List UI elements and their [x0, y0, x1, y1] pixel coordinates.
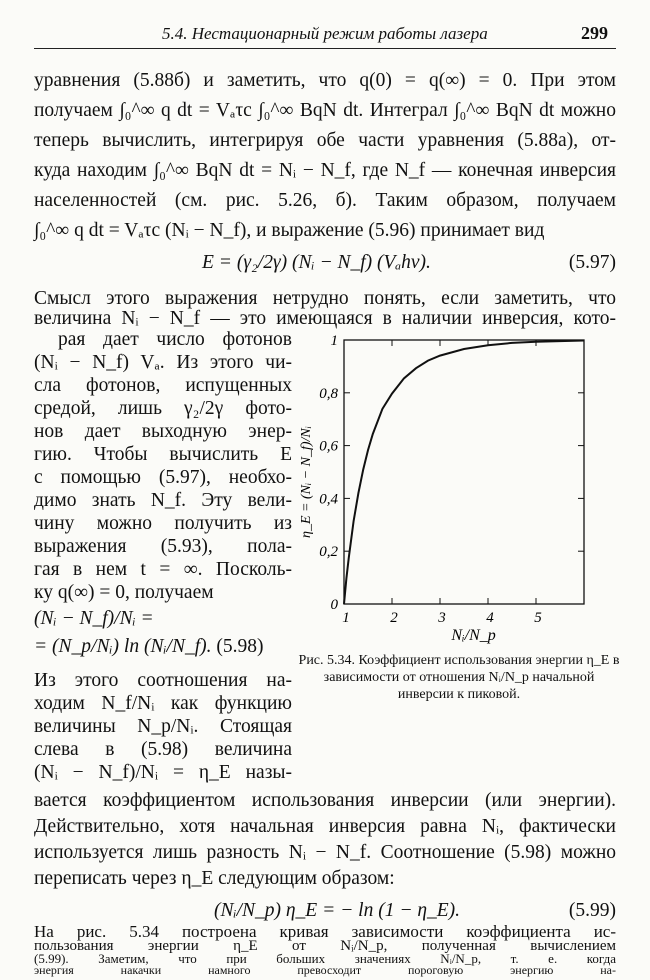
- x-tick-label: 5: [534, 610, 542, 626]
- text-line: нов дает выходную энер-: [34, 421, 292, 442]
- text-line: величина Nᵢ − N_f — это имеющаяся в наличии инверсия, кото-: [34, 308, 616, 329]
- y-tick-label: 0,6: [319, 438, 338, 455]
- text-line: Смысл этого выражения нетрудно понять, если заметить, что: [34, 288, 616, 309]
- text-line: средой, лишь γ₂/2γ фото-: [34, 398, 292, 419]
- text-line: теперь вычислить, интегрируя обе части уравнения (5.88а), от-: [34, 130, 616, 151]
- equation-5-97: E = (γ₂/2γ) (Nᵢ − N_f) (Vₐhν).: [202, 252, 431, 273]
- equation-number: (5.99): [568, 900, 616, 921]
- text-line: Действительно, хотя начальная инверсия равна Nᵢ, фактически: [34, 816, 616, 837]
- x-axis-label: Nᵢ/N_p: [451, 627, 496, 644]
- text-line: (Nᵢ − N_f) Vₐ. Из этого чи-: [34, 352, 292, 373]
- text-line: вается коэффициентом использования инверсии (или энергии).: [34, 790, 616, 811]
- equation-number: (5.98): [216, 636, 264, 657]
- text-line: димо знать N_f. Эту вели-: [34, 490, 292, 511]
- text-line: энергия накачки намного превосходит пороговую энергию на-: [34, 963, 616, 977]
- page-number: 299: [581, 23, 608, 43]
- text-line: с помощью (5.97), необхо-: [34, 467, 292, 488]
- text-line: Из этого соотношения на-: [34, 670, 292, 691]
- text-line: слева в (5.98) величина: [34, 739, 292, 760]
- text-line: населенностей (см. рис. 5.26, б). Таким образом, получаем: [34, 190, 616, 211]
- text-line: [34, 968, 616, 969]
- equation-number: (5.97): [568, 252, 616, 273]
- x-tick-label: 3: [438, 610, 446, 626]
- plot-frame: [344, 340, 584, 604]
- equation-5-98-formula: = (N_p/Nᵢ) ln (Nᵢ/N_f).: [34, 636, 212, 657]
- equation-5-99: (Nᵢ/N_p) η_E = − ln (1 − η_E).: [214, 900, 461, 921]
- series-line-eta-e: [344, 341, 584, 605]
- page-header: [34, 22, 616, 49]
- text-line: ∫₀^∞ q dt = Vₐτc (Nᵢ − N_f), и выражение (5.96) принимает вид: [34, 220, 545, 241]
- x-tick-label: 2: [390, 610, 398, 626]
- section-title: 5.4. Нестационарный режим работы лазера: [162, 24, 488, 43]
- y-tick-label: 0,2: [319, 544, 338, 561]
- text-line: выражения (5.93), пола-: [34, 536, 292, 557]
- text-line: рая дает число фотонов: [58, 329, 292, 350]
- text-line: На рис. 5.34 построена кривая зависимости коэффициента ис-: [34, 922, 616, 941]
- y-tick-label: 1: [330, 333, 338, 349]
- text-line: используется лишь разность Nᵢ − N_f. Соотношение (5.98) можно: [34, 842, 616, 863]
- text-line: пользования энергии η_E от Nᵢ/N_p, полученная вычислением: [34, 938, 616, 954]
- text-line: сла фотонов, испущенных: [34, 375, 292, 396]
- x-tick-label: 1: [342, 610, 350, 626]
- text-line: гию. Чтобы вычислить E: [34, 444, 292, 465]
- text-line: ходим N_f/Nᵢ как функцию: [34, 693, 292, 714]
- text-line: (Nᵢ − N_f)/Nᵢ = η_E назы-: [34, 762, 292, 783]
- y-tick-label: 0,8: [319, 385, 338, 402]
- text-line: гая в нем t = ∞. Посколь-: [34, 559, 292, 580]
- figure-5-34-chart: [292, 322, 624, 658]
- text-line: величины N_p/Nᵢ. Стоящая: [34, 716, 292, 737]
- text-line: куда находим ∫₀^∞ BqN dt = Nᵢ − N_f, где N_f — конечная инверсия: [34, 160, 616, 181]
- text-line: (5.99). Заметим, что при больших значениях Nᵢ/N_p, т. е. когда: [34, 951, 616, 966]
- figure-caption: Рис. 5.34. Коэффициент использования энергии η_E в зависимости от отношения Nᵢ/N_p начальной инверсии к пиковой.: [298, 653, 620, 702]
- y-axis-label: η_E = (Nᵢ − N_f)/Nᵢ: [299, 426, 314, 538]
- y-tick-label: 0: [330, 597, 338, 613]
- text-line: получаем ∫₀^∞ q dt = Vₐτc ∫₀^∞ BqN dt. Интеграл ∫₀^∞ BqN dt можно: [34, 100, 616, 121]
- text-line: чину можно получить из: [34, 513, 292, 534]
- y-tick-label: 0,4: [319, 491, 338, 508]
- text-line: переписать через η_E следующим образом:: [34, 868, 395, 889]
- x-tick-label: 4: [486, 610, 494, 626]
- text-line: ку q(∞) = 0, получаем: [34, 582, 214, 603]
- equation-5-98-line2: [34, 634, 292, 660]
- equation-5-98-line1: (Nᵢ − N_f)/Nᵢ =: [34, 608, 154, 629]
- text-line: уравнения (5.88б) и заметить, что q(0) = q(∞) = 0. При этом: [34, 70, 616, 91]
